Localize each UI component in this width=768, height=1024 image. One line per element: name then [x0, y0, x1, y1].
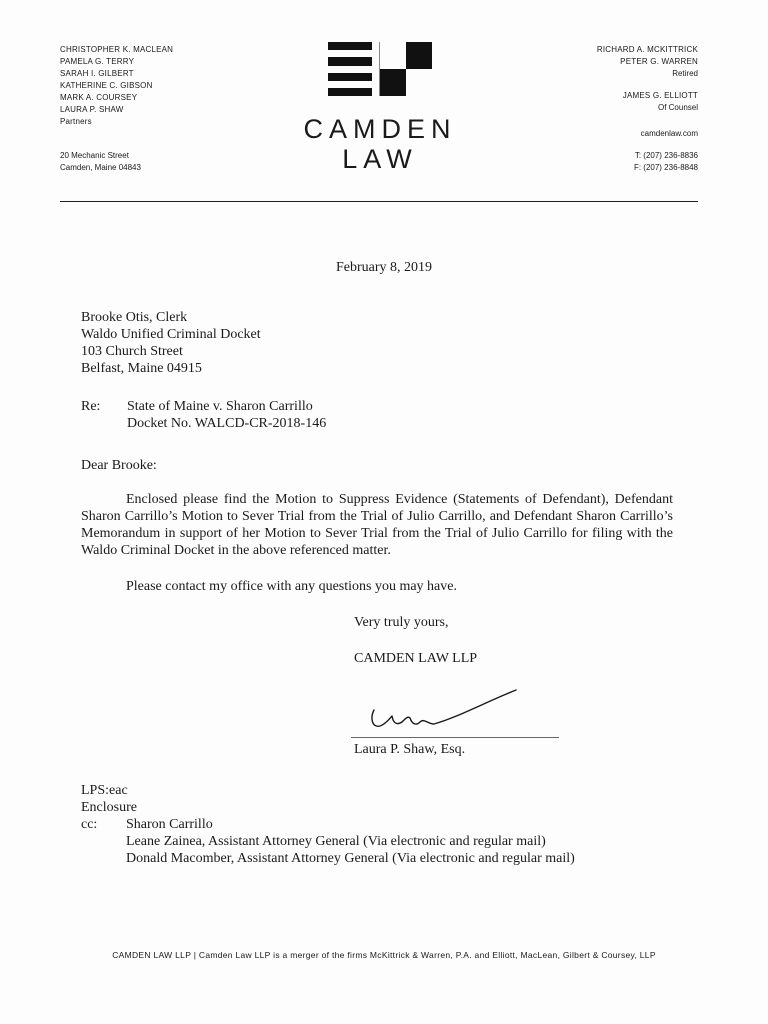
re-subject: [127, 398, 326, 432]
header-divider: [60, 201, 698, 202]
recipient-line: Brooke Otis, Clerk: [81, 310, 188, 325]
firm-name-line2: LAW: [342, 144, 418, 174]
salutation: Dear Brooke:: [81, 458, 157, 473]
re-line: State of Maine v. Sharon Carrillo: [127, 399, 313, 414]
website-text: camdenlaw.com: [640, 129, 698, 138]
retired-name: RICHARD A. MCKITTRICK: [596, 45, 698, 54]
partners-list: [60, 44, 173, 128]
spacer: [597, 80, 698, 90]
body-paragraph: [81, 491, 673, 559]
recipient-line: Waldo Unified Criminal Docket: [81, 327, 261, 342]
partner-name: CHRISTOPHER K. MACLEAN: [60, 45, 174, 54]
phone-text: T: (207) 236-8836: [634, 151, 698, 160]
signature-line: [351, 737, 559, 738]
fax-text: F: (207) 236-8848: [633, 163, 698, 172]
of-counsel-column: [597, 44, 698, 174]
body-paragraph-text: Enclosed please find the Motion to Suppress Evidence (Statements of Defendant), Defendant Sharon Carrillo’s Motion to Sever Trial from the Trial of Julio Carrillo, and Defendant Sharon Carrillo’s Memorandum in support of her Motion to Sever Trial from the Trial of Julio Carrillo for filing with the Waldo Criminal Docket in the above referenced matter.: [81, 492, 673, 558]
spacer: [597, 140, 698, 150]
partner-name: LAURA P. SHAW: [60, 105, 124, 114]
recipient-line: Belfast, Maine 04915: [81, 361, 202, 376]
of-counsel-label: Of Counsel: [657, 103, 698, 112]
firm-address: [60, 150, 141, 174]
letterhead-footer: [0, 950, 768, 960]
retired-name: PETER G. WARREN: [620, 57, 698, 66]
re-label: Re:: [81, 399, 101, 414]
address-city: Camden, Maine 04843: [60, 163, 141, 172]
closing: Very truly yours,: [354, 615, 449, 630]
firm-name-line1: CAMDEN: [303, 114, 457, 144]
partner-name: PAMELA G. TERRY: [60, 57, 135, 66]
partner-name: KATHERINE C. GIBSON: [60, 81, 153, 90]
cc-list: [126, 816, 575, 867]
address-street: 20 Mechanic Street: [60, 151, 129, 160]
recipient-address: [81, 309, 261, 377]
typist-initials: LPS:eac: [81, 783, 128, 798]
cc-label: cc:: [81, 817, 98, 832]
of-counsel-name: JAMES G. ELLIOTT: [622, 91, 698, 100]
handwritten-signature-icon: [366, 688, 526, 732]
retired-label: Retired: [672, 69, 698, 78]
camden-law-logo-icon: [328, 42, 432, 96]
cc-recipient: Donald Macomber, Assistant Attorney General (Via electronic and regular mail): [126, 851, 575, 866]
partner-name: MARK A. COURSEY: [60, 93, 138, 102]
body-paragraph-2: Please contact my office with any questions you may have.: [126, 579, 457, 594]
cc-recipient: Sharon Carrillo: [126, 817, 213, 832]
footer-merger-text: Camden Law LLP is a merger of the firms McKittrick & Warren, P.A. and Elliott, MacLean, Gilbert & Coursey, LLP: [198, 950, 656, 960]
firm-signature-block: CAMDEN LAW LLP: [354, 651, 478, 666]
spacer: [597, 114, 698, 128]
recipient-line: 103 Church Street: [81, 344, 183, 359]
cc-recipient: Leane Zainea, Assistant Attorney General (Via electronic and regular mail): [126, 834, 546, 849]
partner-name: SARAH I. GILBERT: [60, 69, 134, 78]
letter-date: February 8, 2019: [335, 260, 433, 275]
signer-name: Laura P. Shaw, Esq.: [354, 742, 466, 757]
footer-separator: |: [191, 950, 199, 960]
partners-role-label: Partners: [60, 117, 92, 126]
re-line: Docket No. WALCD-CR-2018-146: [127, 416, 327, 431]
footer-brand: CAMDEN LAW LLP: [112, 950, 192, 960]
enclosure-note: Enclosure: [81, 800, 137, 815]
